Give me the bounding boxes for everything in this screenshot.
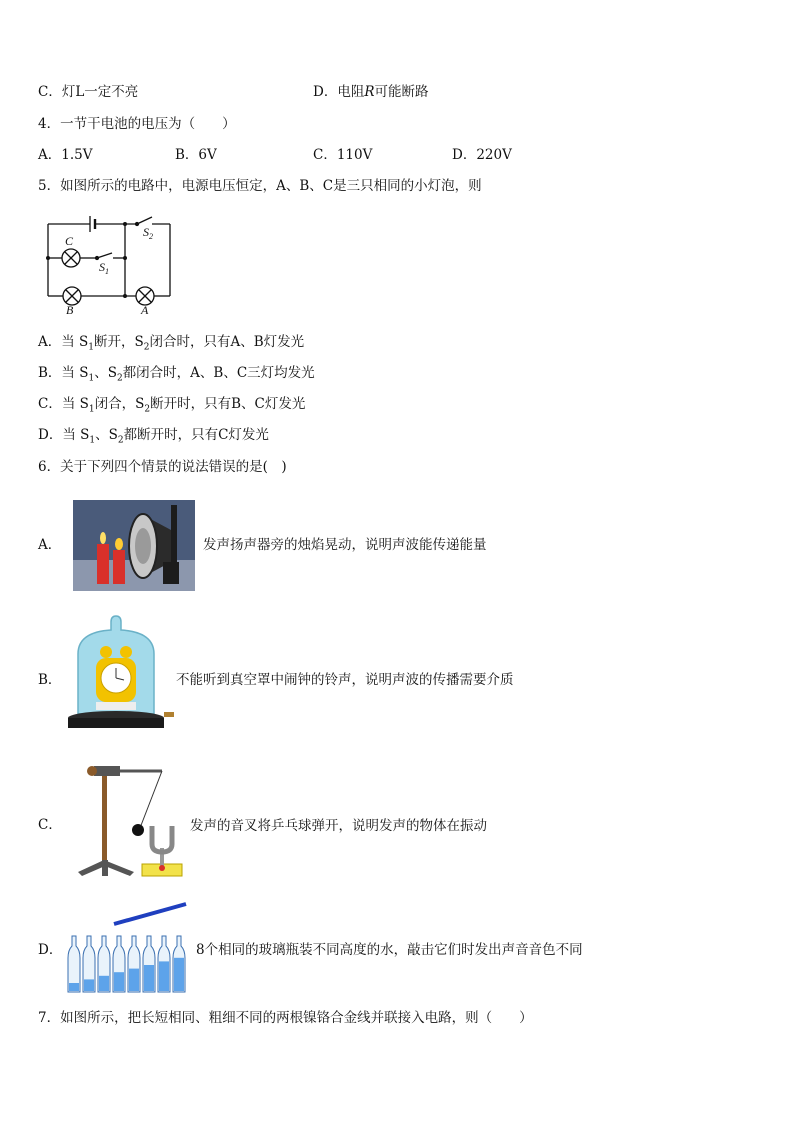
bottle-water [159,961,169,991]
q6-item-b-label: B． [38,672,62,688]
q6-item-d-text: 8个相同的玻璃瓶装不同高度的水，敲击它们时发出声音音色不同 [196,942,583,958]
q6-item-a-text: 发声扬声器旁的烛焰晃动，说明声波能传递能量 [203,537,487,553]
q7-stem: 7．如图所示，把长短相同、粗细不同的两根镍铬合金线并联接入电路，则（ ） [38,1010,533,1026]
q5-stem: 5．如图所示的电路中，电源电压恒定，A、B、C是三只相同的小灯泡，则 [38,178,482,194]
speaker-candle-photo-icon [73,500,195,591]
circuit-label-a: A [141,303,149,316]
circuit-label-c: C [65,234,74,248]
q6-item-b-text: 不能听到真空罩中闹钟的铃声，说明声波的传播需要介质 [176,672,514,688]
q4-stem: 4．一节干电池的电压为（ ） [38,116,236,132]
circuit-diagram-icon [40,208,180,316]
q6-item-c-label: C． [38,817,62,833]
bottle-water [144,965,154,991]
q3-option-c: C．灯L一定不亮 [38,84,139,100]
q6-item-d-label: D． [38,942,63,958]
q4-option-b: B．6V [175,147,217,163]
q5-option-c: C．当 $S_1$闭合，$S_2$断开时，只有B、C灯发光 [38,396,306,415]
circuit-label-s1: $S_1$ [99,260,109,276]
tuning-fork-pendulum-icon [74,760,192,884]
q5-option-a: A．当 $S_1$断开，$S_2$闭合时，只有A、B灯发光 [38,334,305,353]
bottle-water [114,972,124,991]
q4-option-c: C．110V [313,147,373,163]
bottle-water [84,979,94,991]
bottle-water [174,958,184,991]
q5-option-d: D．当 $S_1$、$S_2$都断开时，只有C灯发光 [38,427,269,446]
q6-stem: 6．关于下列四个情景的说法错误的是( ) [38,459,287,475]
q6-item-c-text: 发声的音叉将乒乓球弹开，说明发声的物体在振动 [190,818,487,834]
bottle-water [129,969,139,991]
bottle-water [99,976,109,991]
q4-option-a: A．1.5V [38,147,93,163]
bottle-water [69,983,79,991]
q5-option-b: B．当 $S_1$、$S_2$都闭合时，A、B、C三灯均发光 [38,365,315,384]
bottle-row [68,936,185,992]
q3-option-d: D．电阻R可能断路 [313,84,429,100]
q6-item-a-label: A． [38,537,62,553]
circuit-label-s2: $S_2$ [143,225,153,241]
q4-option-d: D．220V [452,147,512,163]
glass-bottles-icon [64,900,192,996]
circuit-label-b: B [66,303,74,316]
bell-jar-clock-icon [66,614,176,738]
